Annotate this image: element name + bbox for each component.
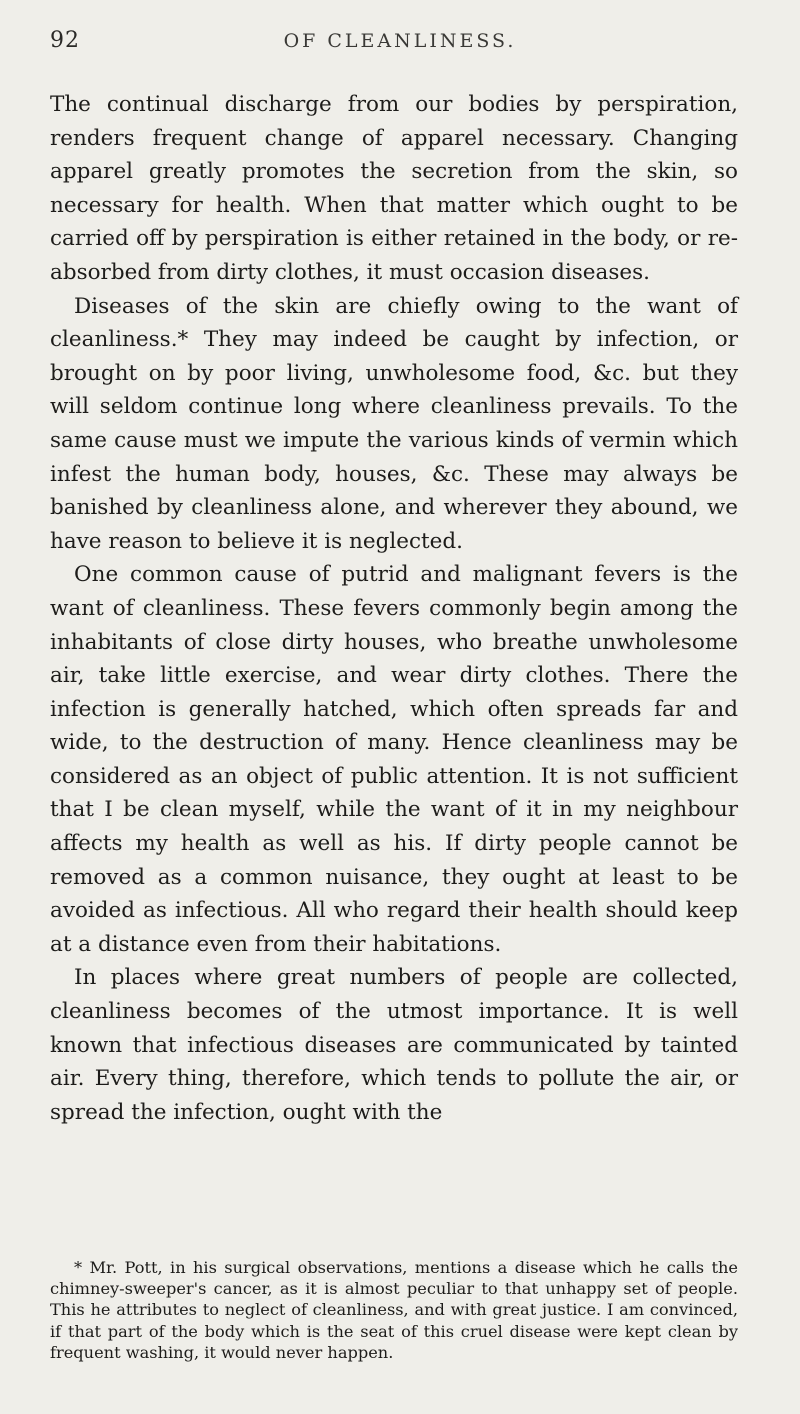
running-head [50, 28, 750, 58]
paragraph-skin-diseases: Diseases of the skin are chiefly owing to the want of cleanliness.* They may indeed be caught by infection, or brought on by poor living, unwholesome food, &c. but they will seldom continue long where cleanliness prevails. To the same cause must we impute the various kinds of vermin which infest the human body, houses, &c. These may always be banished by cleanliness alone, and wherever they abound, we have reason to believe it is neglected. [50, 293, 738, 554]
body-text [50, 88, 738, 1129]
footnote [50, 1257, 738, 1363]
paragraph-perspiration: The continual discharge from our bodies by perspiration, renders frequent change of apparel necessary. Changing apparel greatly promotes the secretion from the skin, so necessary for health. When that matter which ought to be carried off by perspiration is either retained in the body, or re-absorbed from dirty clothes, it must occasion diseases. [50, 92, 738, 285]
paragraph-crowded-places: In places where great numbers of people are collected, cleanliness becomes of the utmost importance. It is well known that infectious diseases are communicated by tainted air. Every thing, therefore, which tends to pollute the air, or spread the infection, ought with the [50, 965, 738, 1125]
running-title: OF CLEANLINESS. [283, 30, 517, 52]
page-number: 92 [50, 28, 80, 53]
footnote-text: * Mr. Pott, in his surgical observations, mentions a disease which he calls the chimney-sweeper's cancer, as it is almost peculiar to that unhappy set of people. This he attributes to neglect of cleanliness, and with great justice. I am convinced, if that part of the body which is the seat of this cruel disease were kept clean by frequent washing, it would never happen. [50, 1258, 738, 1362]
paragraph-fevers: One common cause of putrid and malignant fevers is the want of cleanliness. These fevers commonly begin among the inhabitants of close dirty houses, who breathe unwholesome air, take little exercise, and wear dirty clothes. There the infection is generally hatched, which often spreads far and wide, to the destruction of many. Hence cleanliness may be considered as an object of public attention. It is not sufficient that I be clean myself, while the want of it in my neighbour affects my health as well as his. If dirty people cannot be removed as a common nuisance, they ought at least to be avoided as infectious. All who regard their health should keep at a distance even from their habitations. [50, 562, 738, 957]
